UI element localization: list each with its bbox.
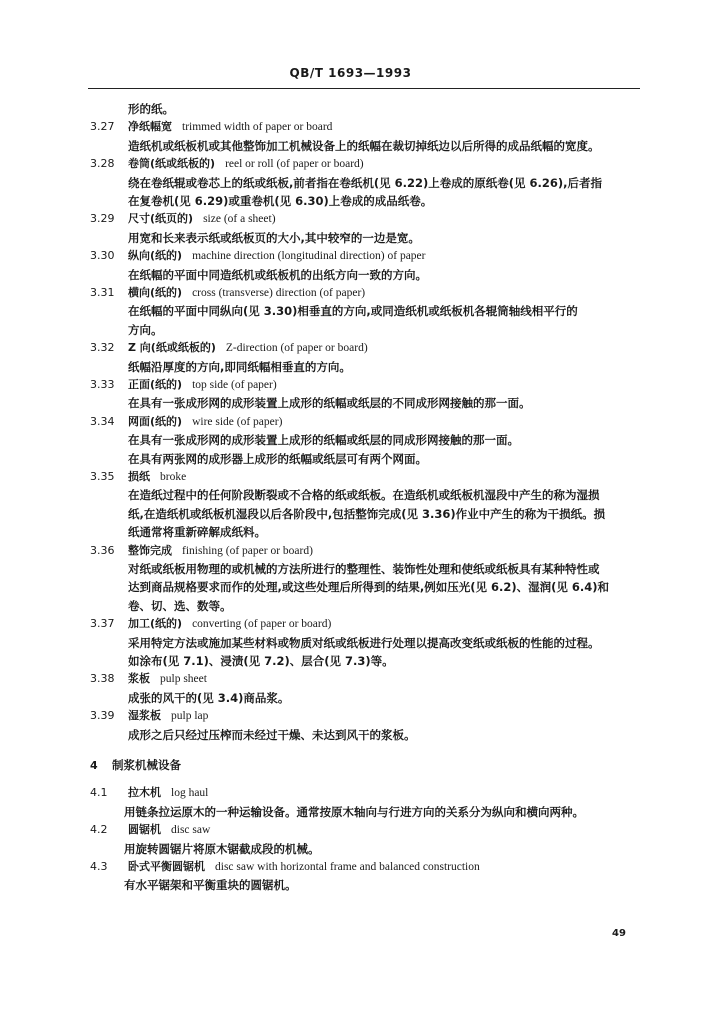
definition-text: 卷、切、选、数等。	[128, 598, 232, 613]
term-entry	[90, 247, 426, 265]
term-entry	[90, 707, 208, 725]
definition-text: 造纸机或纸板机或其他整饰加工机械设备上的纸幅在裁切掉纸边以后所得的成品纸幅的宽度。	[128, 138, 600, 153]
term-entry	[90, 155, 364, 173]
definition-text: 在造纸过程中的任何阶段断裂或不合格的纸或纸板。在造纸机或纸板机湿段中产生的称为湿损	[128, 488, 600, 503]
term-entry	[90, 468, 186, 486]
definition-text: 用链条拉运原木的一种运输设备。通常按原木轴向与行进方向的关系分为纵向和横向两种。	[124, 804, 584, 819]
section-heading	[90, 756, 181, 775]
term-entry	[90, 118, 332, 136]
definition-text: 成张的风干的(见 3.4)商品浆。	[128, 690, 290, 705]
term-english: machine direction (longitudinal direction) of paper	[192, 250, 426, 263]
continued-text: 形的纸。	[128, 102, 174, 116]
term-entry	[90, 284, 365, 302]
term-number: 3.31	[90, 286, 115, 299]
term-chinese: 正面(纸的)	[128, 378, 183, 391]
term-number: 3.36	[90, 543, 115, 557]
term-chinese: 拉木机	[128, 786, 161, 800]
term-chinese: 卷筒(纸或纸板的)	[128, 157, 216, 171]
definition-text: 纸幅沿厚度的方向,即同纸幅相垂直的方向。	[128, 359, 351, 374]
definition-text: 用宽和长来表示纸或纸板页的大小,其中较窄的一边是宽。	[128, 230, 420, 245]
term-english: size (of a sheet)	[203, 213, 276, 226]
term-english: pulp lap	[171, 710, 209, 723]
term-chinese: 横向(纸的)	[128, 286, 183, 299]
term-chinese: 尺寸(纸页的)	[128, 212, 194, 226]
term-entry	[90, 615, 331, 633]
term-entry	[90, 339, 368, 357]
definition-text: 对纸或纸板用物理的或机械的方法所进行的整理性、装饰性处理和使纸或纸板具有某种特性或	[128, 562, 600, 576]
term-entry	[90, 784, 208, 802]
term-chinese: Z 向(纸或纸板的)	[128, 341, 216, 355]
term-english: Z-direction (of paper or board)	[225, 342, 368, 355]
definition-text: 用旋转圆锯片将原木锯截成段的机械。	[124, 841, 320, 856]
term-entry	[90, 210, 276, 228]
definition-text: 在具有一张成形网的成形装置上成形的纸幅或纸层的同成形网接触的那一面。	[128, 433, 519, 448]
term-chinese: 浆板	[128, 672, 150, 686]
term-number: 3.38	[90, 672, 115, 686]
term-english: top side (of paper)	[192, 379, 277, 391]
definition-text: 如涂布(见 7.1)、浸渍(见 7.2)、层合(见 7.3)等。	[128, 654, 394, 668]
term-number: 3.28	[90, 157, 115, 171]
term-entry	[90, 413, 282, 431]
term-entry	[90, 376, 277, 394]
term-english: pulp sheet	[160, 673, 207, 686]
definition-text: 在具有两张网的成形器上成形的纸幅或纸层可有两个网面。	[128, 451, 427, 466]
definition-text: 纸,在造纸机或纸板机湿段以后各阶段中,包括整饰完成(见 3.36)作业中产生的称为干损纸。损	[128, 506, 606, 521]
term-english: finishing (of paper or board)	[182, 544, 313, 557]
term-number: 3.37	[90, 617, 115, 631]
term-english: log haul	[171, 787, 209, 800]
term-number: 3.39	[90, 709, 115, 723]
term-number: 3.29	[90, 212, 115, 226]
header-rule	[88, 88, 640, 89]
definition-text: 有水平锯架和平衡重块的圆锯机。	[124, 878, 297, 893]
term-entry	[90, 858, 480, 876]
term-english: converting (of paper or board)	[192, 618, 332, 631]
term-chinese: 圆锯机	[128, 823, 161, 837]
term-english: disc saw with horizontal frame and balanced construction	[215, 861, 480, 873]
term-number: 3.34	[90, 414, 115, 428]
section-title: 制浆机械设备	[112, 758, 181, 772]
term-chinese: 纵向(纸的)	[128, 249, 183, 263]
section-number: 4	[90, 759, 98, 772]
term-chinese: 加工(纸的)	[128, 617, 183, 631]
term-number: 3.32	[90, 341, 115, 355]
term-entry	[90, 542, 313, 560]
term-number: 3.33	[90, 378, 115, 391]
term-number: 3.35	[90, 470, 115, 483]
term-english: broke	[160, 471, 187, 483]
definition-text: 方向。	[128, 322, 163, 337]
standard-code-header: QB/T 1693—1993	[289, 66, 412, 80]
term-entry	[90, 821, 210, 839]
term-english: reel or roll (of paper or board)	[225, 158, 364, 171]
term-english: disc saw	[171, 824, 211, 837]
term-chinese: 损纸	[128, 470, 150, 483]
term-number: 4.2	[90, 823, 108, 837]
definition-text: 达到商品规格要求而作的处理,或这些处理后所得到的结果,例如压光(见 6.2)、湿润(见 6.4)和	[128, 580, 610, 595]
definition-text: 成形之后只经过压榨而未经过干燥、未达到风干的浆板。	[128, 727, 416, 742]
definition-text: 在具有一张成形网的成形装置上成形的纸幅或纸层的不同成形网接触的那一面。	[128, 396, 531, 411]
definition-text: 纸通常将重新碎解成纸料。	[128, 525, 266, 540]
definition-text: 在纸幅的平面中同纵向(见 3.30)相垂直的方向,或同造纸机或纸板机各辊筒轴线相平行的	[128, 304, 578, 319]
term-chinese: 网面(纸的)	[128, 414, 183, 428]
definition-text: 在复卷机(见 6.29)或重卷机(见 6.30)上卷成的成品纸卷。	[128, 194, 433, 208]
term-english: cross (transverse) direction (of paper)	[192, 287, 366, 299]
term-chinese: 湿浆板	[128, 709, 161, 723]
term-chinese: 卧式平衡圆锯机	[128, 860, 205, 873]
term-number: 3.27	[90, 120, 115, 134]
definition-text: 采用特定方法或施加某些材料或物质对纸或纸板进行处理以提高改变纸或纸板的性能的过程。	[128, 635, 600, 650]
definition-text: 在纸幅的平面中同造纸机或纸板机的出纸方向一致的方向。	[128, 267, 427, 282]
page-number: 49	[612, 928, 626, 939]
term-entry	[90, 670, 207, 688]
term-chinese: 净纸幅宽	[128, 120, 172, 134]
term-number: 4.1	[90, 786, 108, 800]
term-chinese: 整饰完成	[128, 543, 172, 557]
term-number: 3.30	[90, 249, 115, 263]
term-english: wire side (of paper)	[192, 415, 283, 428]
definition-text: 绕在卷纸辊或卷芯上的纸或纸板,前者指在卷纸机(见 6.22)上卷成的原纸卷(见 6.26),后者指	[128, 175, 603, 190]
term-number: 4.3	[90, 860, 108, 873]
term-english: trimmed width of paper or board	[182, 121, 333, 134]
